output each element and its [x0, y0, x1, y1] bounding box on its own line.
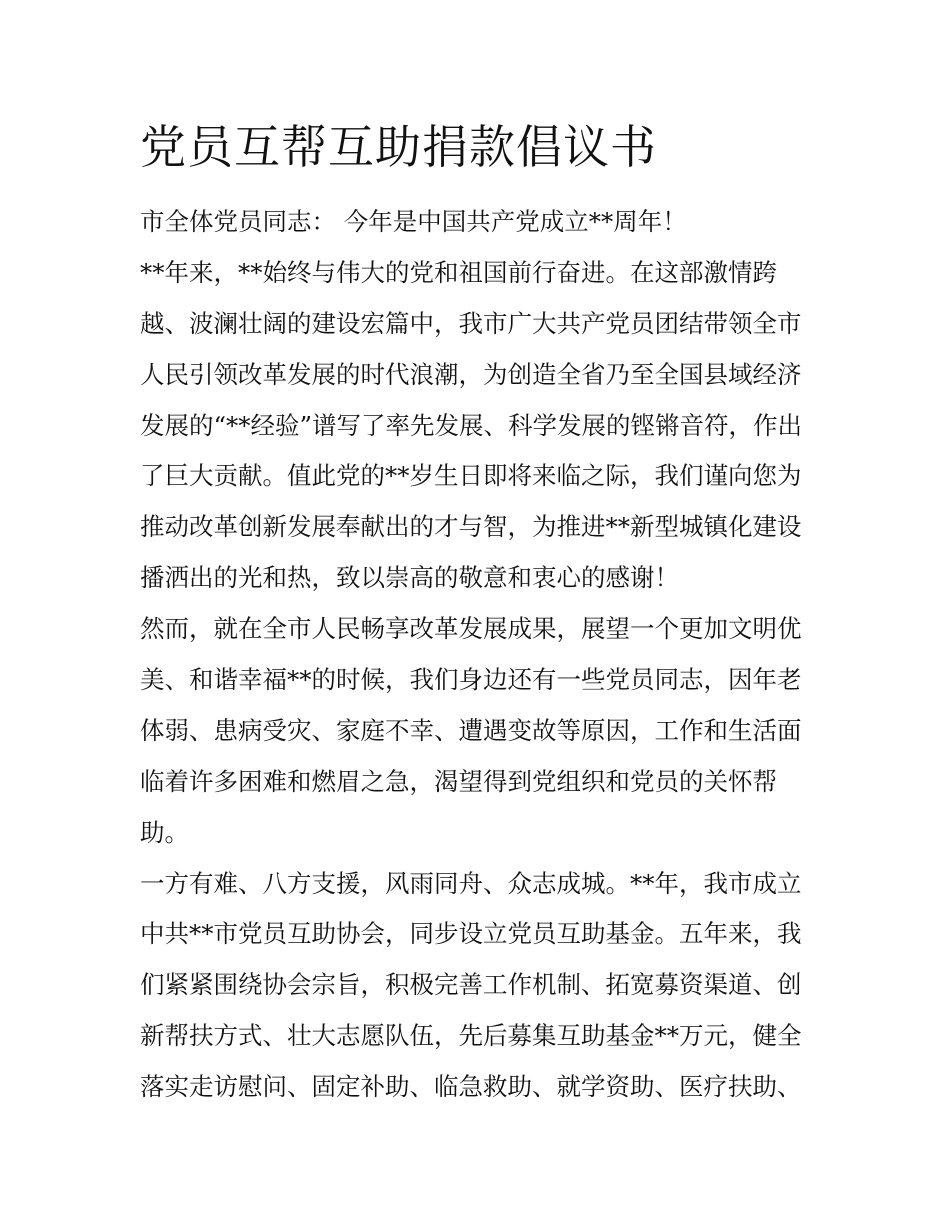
body-line: 一方有难、八方支援，风雨同舟、众志成城。**年，我市成立 — [140, 868, 802, 898]
body-line: 播洒出的光和热，致以崇高的敬意和衷心的感谢！ — [140, 563, 679, 593]
body-line: 新帮扶方式、壮大志愿队伍，先后募集互助基金**万元，健全 — [140, 1021, 802, 1051]
body-line: 越、波澜壮阔的建设宏篇中，我市广大共产党员团结带领全市 — [140, 308, 802, 338]
body-line: 人民引领改革发展的时代浪潮，为创造全省乃至全国县域经济 — [140, 359, 802, 389]
body-line: 美、和谐幸福**的时候，我们身边还有一些党员同志，因年老 — [140, 665, 802, 695]
body-line: 落实走访慰问、固定补助、临急救助、就学资助、医疗扶助、 — [140, 1072, 802, 1102]
document-title: 党员互帮互助捐款倡议书 — [140, 120, 657, 174]
body-line: 临着许多困难和燃眉之急，渴望得到党组织和党员的关怀帮 — [140, 766, 777, 796]
body-line: 们紧紧围绕协会宗旨，积极完善工作机制、拓宽募资渠道、创 — [140, 970, 802, 1000]
body-line: 发展的“**经验”谱写了率先发展、科学发展的铿锵音符，作出 — [140, 410, 803, 440]
body-line: 助。 — [140, 817, 189, 847]
body-line: 了巨大贡献。值此党的**岁生日即将来临之际，我们谨向您为 — [140, 461, 802, 491]
body-line: 市全体党员同志： 今年是中国共产党成立**周年！ — [140, 207, 687, 236]
body-line: **年来，**始终与伟大的党和祖国前行奋进。在这部激情跨 — [140, 257, 777, 287]
body-line: 中共**市党员互助协会，同步设立党员互助基金。五年来，我 — [140, 919, 802, 949]
body-line: 推动改革创新发展奉献出的才与智，为推进**新型城镇化建设 — [140, 512, 802, 542]
body-line: 然而，就在全市人民畅享改革发展成果，展望一个更加文明优 — [140, 614, 802, 644]
document-body — [140, 197, 830, 1113]
body-line: 体弱、患病受灾、家庭不幸、遭遇变故等原因，工作和生活面 — [140, 715, 802, 745]
